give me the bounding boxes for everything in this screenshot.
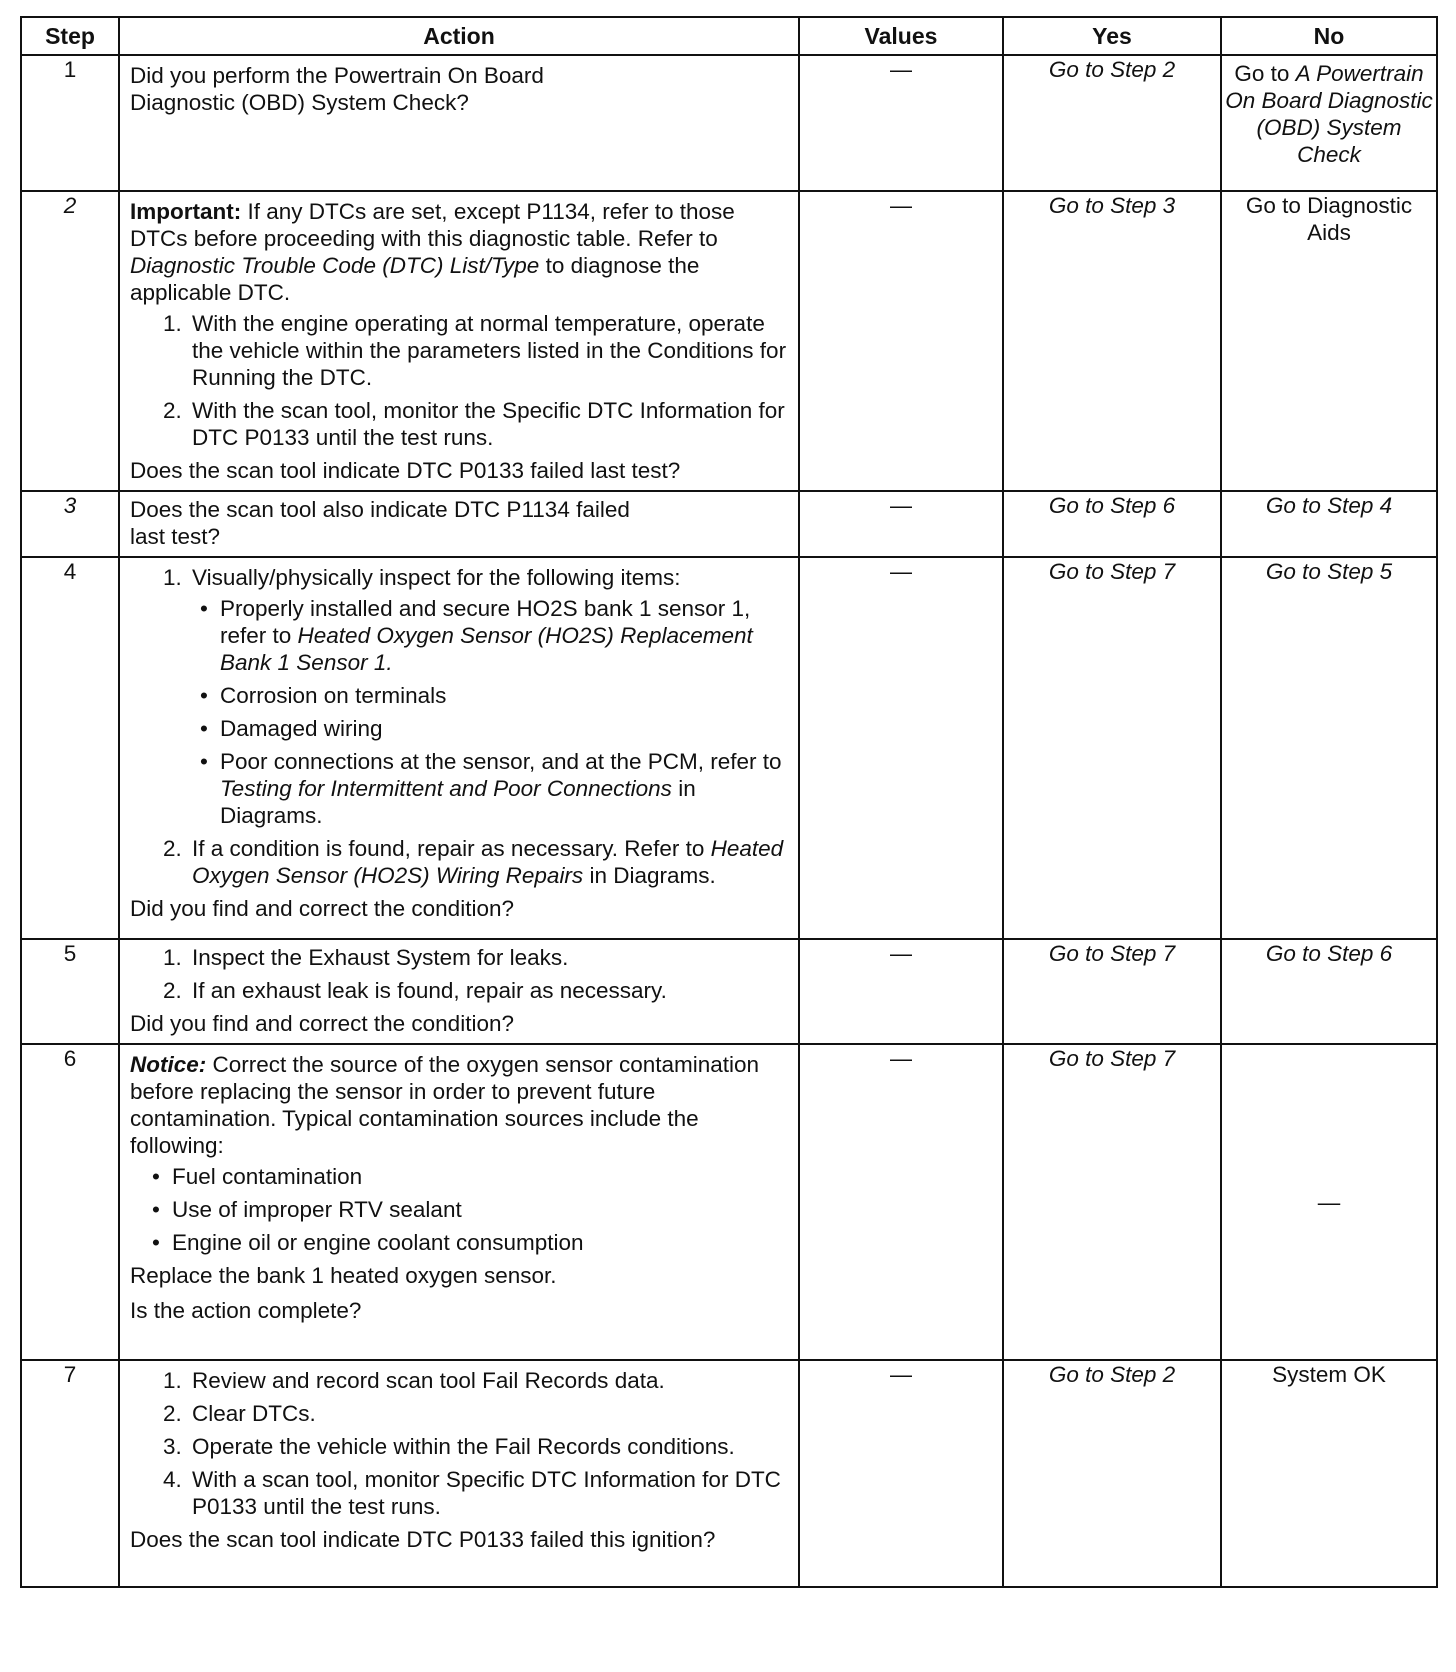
goto-link[interactable]: Go to Step 7 (1048, 1046, 1176, 1071)
list-item: 2. Clear DTCs. (188, 1400, 788, 1427)
procedure-list (130, 1367, 788, 1520)
header-no: No (1221, 17, 1437, 55)
step-text: Visually/physically inspect for the following items: (192, 565, 681, 590)
question: Does the scan tool indicate DTC P0133 failed this ignition? (130, 1527, 716, 1552)
goto-link[interactable]: Go to Step 6 (1265, 941, 1393, 966)
procedure-list (130, 944, 788, 1004)
question: Does the scan tool also indicate DTC P1134 failed last test? (130, 497, 630, 549)
bullet-item: • Use of improper RTV sealant (172, 1196, 788, 1223)
action-cell (119, 1044, 799, 1360)
question: Did you find and correct the condition? (130, 896, 514, 921)
goto-link[interactable]: Go to Step 7 (1048, 559, 1176, 584)
table-row (21, 191, 1437, 491)
notice-text: Correct the source of the oxygen sensor contamination before replacing the sensor in order to prevent future contamination. Typical contamination sources include the following: (130, 1052, 760, 1158)
step-number: 1 (21, 55, 119, 191)
procedure-list (130, 564, 788, 889)
bullet-text: Properly installed and secure HO2S bank 1 sensor 1, refer to (220, 596, 751, 648)
yes-cell (1003, 1044, 1221, 1360)
table-row (21, 1360, 1437, 1587)
yes-cell (1003, 939, 1221, 1044)
bullet-tail: in Diagrams. (220, 776, 696, 828)
list-item: 1. With the engine operating at normal temperature, operate the vehicle within the parameters listed in the Conditions for Running the DTC. (188, 310, 788, 391)
header-row (21, 17, 1437, 55)
list-item: 2. With the scan tool, monitor the Specific DTC Information for DTC P0133 until the test runs. (188, 397, 788, 451)
bullet-item: • Damaged wiring (220, 715, 788, 742)
bullet-item (220, 595, 788, 676)
goto-link[interactable]: Go to Step 3 (1048, 193, 1176, 218)
bullet-text: Poor connections at the sensor, and at the PCM, refer to (220, 749, 782, 774)
question: Did you perform the Powertrain On Board Diagnostic (OBD) System Check? (130, 63, 544, 115)
table-row (21, 557, 1437, 939)
table-row (21, 55, 1437, 191)
reference-link[interactable]: Diagnostic Trouble Code (DTC) List/Type (130, 253, 540, 278)
bullet-item: • Fuel contamination (172, 1163, 788, 1190)
goto-prefix: Go to (1234, 61, 1296, 86)
action-cell (119, 939, 799, 1044)
action-cell (119, 55, 799, 191)
important-note (130, 198, 788, 306)
bullet-item: • Engine oil or engine coolant consumption (172, 1229, 788, 1256)
values-cell: — (799, 939, 1003, 1044)
bullet-item (220, 748, 788, 829)
goto-link[interactable]: Go to Step 4 (1265, 493, 1393, 518)
table-row (21, 939, 1437, 1044)
values-cell: — (799, 1360, 1003, 1587)
yes-cell (1003, 557, 1221, 939)
important-tail: to diagnose the applicable DTC. (130, 253, 700, 305)
no-cell (1221, 491, 1437, 557)
procedure-list (130, 310, 788, 451)
header-action: Action (119, 17, 799, 55)
no-cell: — (1221, 1044, 1437, 1360)
reference-link[interactable]: Heated Oxygen Sensor (HO2S) Replacement Bank 1 Sensor 1. (220, 623, 753, 675)
no-cell (1221, 55, 1437, 191)
instruction: Replace the bank 1 heated oxygen sensor. (130, 1263, 557, 1288)
bullet-item: • Corrosion on terminals (220, 682, 788, 709)
question: Did you find and correct the condition? (130, 1011, 514, 1036)
no-cell (1221, 191, 1437, 491)
diagnostic-table (20, 16, 1438, 1588)
goto-link[interactable]: Go to Step 5 (1265, 559, 1393, 584)
table-row (21, 491, 1437, 557)
header-yes: Yes (1003, 17, 1221, 55)
goto-link[interactable]: Go to Step 2 (1048, 1362, 1176, 1387)
goto-link[interactable]: Go to Step 2 (1048, 57, 1176, 82)
action-cell (119, 191, 799, 491)
step-number: 2 (21, 191, 119, 491)
goto-link[interactable]: A Powertrain On Board Diagnostic (OBD) System Check (1225, 61, 1433, 167)
goto-link[interactable]: Go to Step 7 (1048, 941, 1176, 966)
values-cell: — (799, 491, 1003, 557)
header-step: Step (21, 17, 119, 55)
yes-cell (1003, 491, 1221, 557)
reference-link[interactable]: Heated Oxygen Sensor (HO2S) Wiring Repairs (192, 836, 784, 888)
header-values: Values (799, 17, 1003, 55)
action-cell (119, 1360, 799, 1587)
table-row (21, 1044, 1437, 1360)
step-text: If a condition is found, repair as necessary. Refer to (192, 836, 711, 861)
goto-link[interactable]: Go to Diagnostic Aids (1245, 193, 1413, 245)
list-item: 3. Operate the vehicle within the Fail Records conditions. (188, 1433, 788, 1460)
bullet-list (192, 595, 788, 829)
yes-cell (1003, 1360, 1221, 1587)
important-label: Important: (130, 199, 242, 224)
values-cell: — (799, 191, 1003, 491)
notice-note (130, 1051, 788, 1159)
list-item (188, 835, 788, 889)
no-cell (1221, 939, 1437, 1044)
question: Is the action complete? (130, 1298, 362, 1323)
values-cell: — (799, 1044, 1003, 1360)
list-item: 4. With a scan tool, monitor Specific DTC Information for DTC P0133 until the test runs. (188, 1466, 788, 1520)
list-item: 2. If an exhaust leak is found, repair as necessary. (188, 977, 788, 1004)
action-cell (119, 557, 799, 939)
no-cell (1221, 1360, 1437, 1587)
step-tail: in Diagrams. (583, 863, 716, 888)
question: Does the scan tool indicate DTC P0133 failed last test? (130, 458, 681, 483)
list-item: 1. Inspect the Exhaust System for leaks. (188, 944, 788, 971)
step-number: 4 (21, 557, 119, 939)
no-cell (1221, 557, 1437, 939)
step-number: 3 (21, 491, 119, 557)
action-cell (119, 491, 799, 557)
step-number: 5 (21, 939, 119, 1044)
values-cell: — (799, 55, 1003, 191)
step-number: 7 (21, 1360, 119, 1587)
result-text: System OK (1272, 1362, 1386, 1387)
important-text: If any DTCs are set, except P1134, refer to those DTCs before proceeding with this diagnostic table. Refer to (130, 199, 735, 251)
list-item: 1. Review and record scan tool Fail Records data. (188, 1367, 788, 1394)
step-number: 6 (21, 1044, 119, 1360)
yes-cell (1003, 55, 1221, 191)
yes-cell (1003, 191, 1221, 491)
notice-label: Notice: (130, 1052, 207, 1077)
goto-link[interactable]: Go to Step 6 (1048, 493, 1176, 518)
bullet-list (130, 1163, 788, 1256)
values-cell: — (799, 557, 1003, 939)
reference-link[interactable]: Testing for Intermittent and Poor Connections (220, 776, 672, 801)
list-item (188, 564, 788, 829)
